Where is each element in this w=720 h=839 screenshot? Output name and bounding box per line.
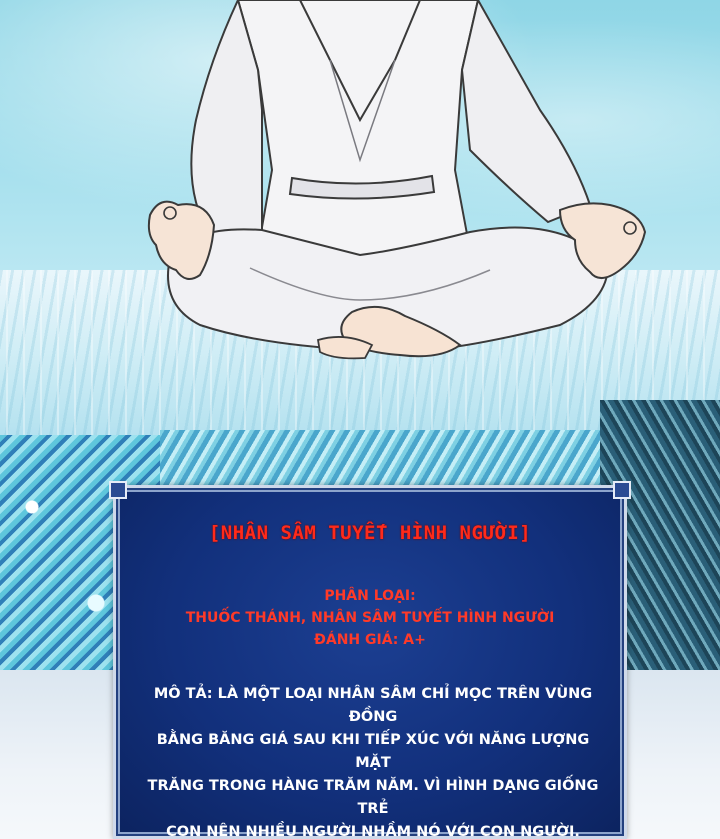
rating: ĐÁNH GIÁ: A+	[314, 632, 426, 648]
meditating-figure	[0, 0, 720, 380]
panel-corner-ornament	[109, 481, 127, 499]
item-title: [NHÂN SÂM TUYẾT HÌNH NGƯỜI]	[208, 522, 532, 544]
item-info-panel	[113, 485, 627, 839]
description-line: CON NÊN NHIỀU NGƯỜI NHẦM NÓ VỚI CON NGƯỜI.	[166, 824, 580, 839]
description-line: TRĂNG TRONG HÀNG TRĂM NĂM. VÌ HÌNH DẠNG GIỐNG TRẺ	[147, 778, 599, 817]
description-line: MÔ TẢ: LÀ MỘT LOẠI NHÂN SÂM CHỈ MỌC TRÊN VÙNG ĐỒNG	[153, 686, 593, 725]
item-meta	[116, 585, 624, 651]
panel-corner-ornament	[613, 481, 631, 499]
description-line: BẰNG BĂNG GIÁ SAU KHI TIẾP XÚC VỚI NĂNG LƯỢNG MẶT	[156, 732, 590, 771]
item-description	[140, 683, 606, 839]
category-value: THUỐC THÁNH, NHÂN SÂM TUYẾT HÌNH NGƯỜI	[185, 610, 555, 626]
category-label: PHÂN LOẠI:	[324, 588, 416, 604]
